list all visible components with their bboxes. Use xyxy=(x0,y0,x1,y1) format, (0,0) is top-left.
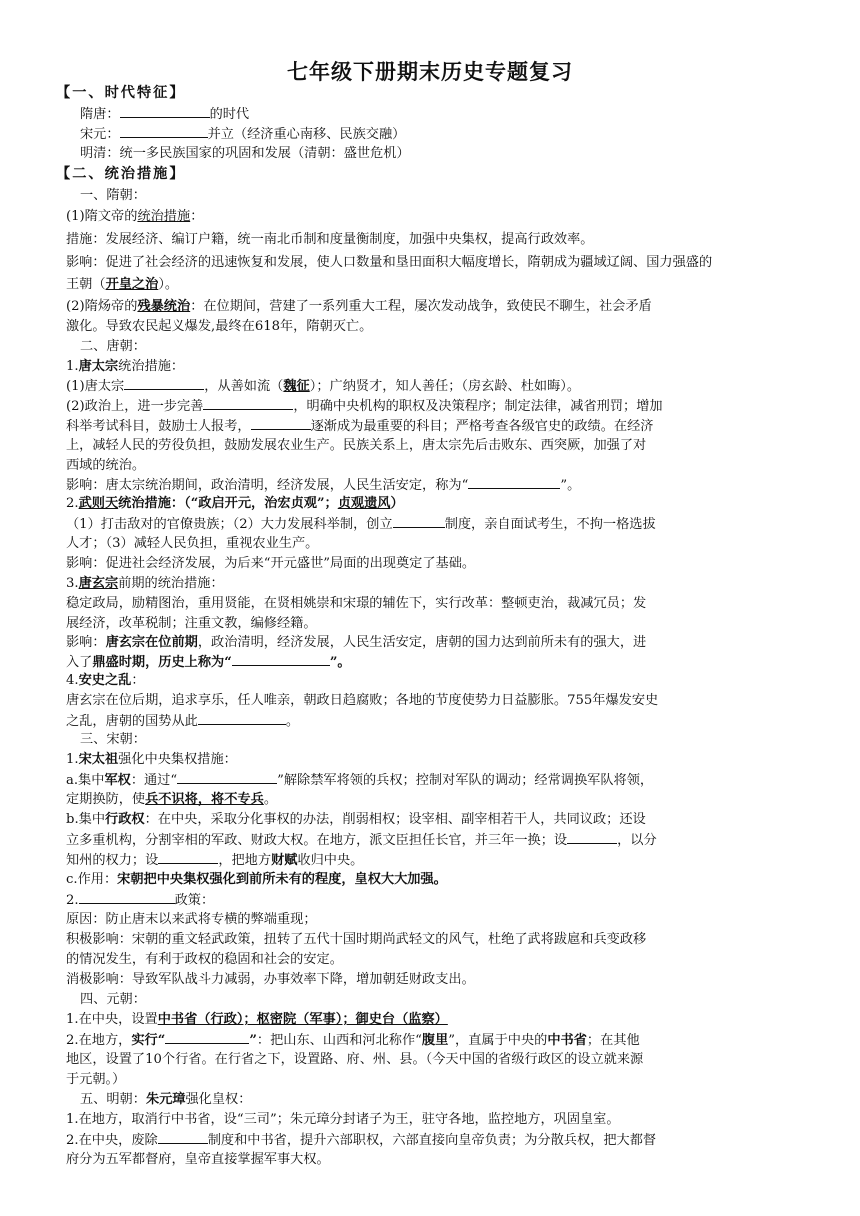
text: ，以分 xyxy=(617,833,657,848)
fill-blank[interactable] xyxy=(165,1031,249,1044)
yuan-line-3: 地区，设置了10个行省。在行省之下，设置路、府、州、县。（今天中国的省级行政区的设立就来源 xyxy=(66,1052,644,1067)
text: 腹里 xyxy=(421,1033,449,1048)
text: 唐玄宗 xyxy=(78,576,119,591)
text: 贞观遗风 xyxy=(337,496,391,511)
text: ”解除禁军将领的兵权；控制对军队的调动；经常调换军队将领， xyxy=(277,773,654,788)
text: 科举考试科目，鼓励士人报考， xyxy=(66,419,251,434)
text: 定期换防，使 xyxy=(66,792,146,807)
fill-blank[interactable] xyxy=(177,771,277,784)
tang-line-1 xyxy=(66,358,820,376)
text: 唐玄宗在位前期 xyxy=(105,635,198,650)
yuan-line-4: 于元朝。） xyxy=(66,1072,126,1087)
text: 隋唐： xyxy=(80,107,120,122)
text: 开皇之治 xyxy=(105,277,159,292)
text: 影响： xyxy=(66,635,106,650)
text: 并立（经济重心南移、民族交融） xyxy=(207,127,406,142)
text: 强化皇权： xyxy=(185,1092,252,1107)
fill-blank[interactable] xyxy=(567,831,617,844)
text: 的时代 xyxy=(209,107,250,122)
ming-line-2 xyxy=(66,1131,820,1150)
text: 。 xyxy=(263,792,277,807)
text: 强化中央集权措施： xyxy=(118,752,237,767)
fill-blank[interactable] xyxy=(158,1131,208,1144)
anshi-line-2: 唐玄宗在位后期，追求享乐，任人唯亲，朝政日趋腐败；各地的节度使势力日益膨胀。755年爆发安史 xyxy=(66,693,659,708)
text: 统治措施： xyxy=(118,359,185,374)
heading-text: 【二、统治措施】 xyxy=(56,166,186,182)
tang-line-6: 西域的统治。 xyxy=(66,458,146,473)
fill-blank[interactable] xyxy=(79,891,175,904)
text: 宋元： xyxy=(80,127,120,142)
text: a.集中 xyxy=(66,773,105,788)
subheading-song: 三、宋朝： xyxy=(80,732,146,747)
song-line-6 xyxy=(66,851,820,870)
anshi-line-1 xyxy=(66,672,820,690)
song-line-3 xyxy=(66,791,820,809)
song-line-12: 消极影响：导致军队战斗力减弱，办事效率下降，增加朝廷财政支出。 xyxy=(66,972,475,987)
text: 1. xyxy=(66,752,79,767)
text: (2)政治上，进一步完善 xyxy=(66,399,204,414)
heading-text: 【一、时代特征】 xyxy=(56,85,186,101)
section-heading-era-features xyxy=(56,84,820,102)
text: 逐渐成为最重要的科目；严格考查各级官史的政绩。在经济 xyxy=(310,419,654,434)
tang-line-7 xyxy=(66,476,820,495)
text: ：在位期间，营建了一系列重大工程，屡次发动战争，致使民不聊生，社会矛盾 xyxy=(190,299,652,314)
section-heading-governance xyxy=(56,165,820,183)
text: b.集中 xyxy=(66,812,106,827)
text: ）；广纳贤才，知人善任；（房玄龄、杜如晦）。 xyxy=(309,379,581,394)
tang-line-4 xyxy=(66,417,820,436)
text: 4. xyxy=(66,673,79,688)
text: 前期的统治措施： xyxy=(118,576,224,591)
sui-line-2: 措施：发展经济、编订户籍，统一南北币制和度量衡制度，加强中央集权，提高行政效率。 xyxy=(66,232,594,247)
text: 武则天 xyxy=(78,496,119,511)
text: ：通过“ xyxy=(130,773,178,788)
xuan-line-1 xyxy=(66,575,820,593)
text: ） xyxy=(390,496,404,511)
text: 残暴统治 xyxy=(137,299,191,314)
text: 2. xyxy=(66,496,79,511)
text: 2.在地方， xyxy=(66,1033,132,1048)
text: 知州的权力；设 xyxy=(66,853,159,868)
fill-blank[interactable] xyxy=(393,515,445,528)
text: ，从善如流（ xyxy=(204,379,284,394)
song-line-4 xyxy=(66,811,820,829)
fill-blank[interactable] xyxy=(468,476,560,489)
sui-line-6: 激化。导致农民起义爆发,最终在618年，隋朝灭亡。 xyxy=(66,319,373,334)
sui-line-1 xyxy=(66,208,820,226)
text: 统治措施：（ xyxy=(118,496,191,511)
song-line-5 xyxy=(66,831,820,850)
text: ： xyxy=(131,673,145,688)
xuan-line-3: 展经济，改革税制；注重文教，编修经籍。 xyxy=(66,616,317,631)
ming-line-1: 1.在地方，取消行中书省，设“三司”；朱元璋分封诸子为王，驻守各地，监控地方，巩固皇室。 xyxy=(66,1112,620,1127)
text: 统治措施 xyxy=(137,209,191,224)
text: （1）打击敌对的官僚贵族；（2）大力发展科举制，创立 xyxy=(66,517,393,532)
fill-blank[interactable] xyxy=(203,397,293,410)
subheading-ming xyxy=(80,1091,820,1109)
text: c.作用： xyxy=(66,872,118,887)
song-line-2 xyxy=(66,771,820,790)
text: 宋太祖 xyxy=(78,752,119,767)
sui-line-3: 影响：促进了社会经济的迅速恢复和发展，使人口数量和垦田面积大幅度增长，隋朝成为疆域辽阔、国力强盛的 xyxy=(66,255,713,270)
song-line-9: 原因：防止唐末以来武将专横的弊端重现； xyxy=(66,912,317,927)
text: 财赋 xyxy=(271,853,298,868)
text: 实行“ xyxy=(131,1033,166,1048)
fill-blank[interactable] xyxy=(158,851,218,864)
subheading-tang: 二、唐朝： xyxy=(80,339,146,354)
text: 中书省（行政）；枢密院（军事）；御史台（监察） xyxy=(157,1012,448,1027)
text: 军权 xyxy=(104,773,131,788)
text: ； xyxy=(324,496,338,511)
text: 兵不识将，将不专兵 xyxy=(145,792,264,807)
text: ，把地方 xyxy=(218,853,272,868)
text: 影响：唐太宗统治期间，政治清明，经济发展，人民生活安定，称为“ xyxy=(66,478,469,493)
text: 中书省 xyxy=(547,1033,587,1048)
line-ming-qing: 明清：统一多民族国家的巩固和发展（清朝：盛世危机） xyxy=(80,146,410,161)
text: 鼎盛时期 xyxy=(92,655,146,670)
text: 宋朝把中央集权强化到前所未有的程度，皇权大大加强。 xyxy=(117,872,447,887)
ming-line-3: 府分为五军都督府，皇帝直接掌握军事大权。 xyxy=(66,1152,330,1167)
text: (2)隋炀帝的 xyxy=(66,299,138,314)
text: 安史之乱 xyxy=(78,673,132,688)
text: 制度和中书省，提升六部职权，六部直接向皇帝负责；为分散兵权，把大都督 xyxy=(207,1133,657,1148)
text: 王朝（ xyxy=(66,277,106,292)
yuan-line-2 xyxy=(66,1031,820,1050)
song-line-10: 积极影响：宋朝的重文轻武政策，扭转了五代十国时期尚武轻文的风气，杜绝了武将跋扈和兵变政移 xyxy=(66,932,647,947)
xuan-line-2: 稳定政局，励精图治，重用贤能，在贤相姚崇和宋璟的辅佐下，实行改革：整顿吏治，裁减冗员；发 xyxy=(66,596,647,611)
wu-line-2 xyxy=(66,515,820,534)
line-sui-tang xyxy=(80,105,820,124)
subheading-yuan: 四、元朝： xyxy=(80,992,146,1007)
text: ，政治清明，经济发展，人民生活安定，唐朝的国力达到前所未有的强大，进 xyxy=(197,635,647,650)
song-line-7 xyxy=(66,871,820,889)
text: 政策： xyxy=(174,893,215,908)
anshi-line-3 xyxy=(66,712,820,731)
text: 五、明朝： xyxy=(80,1092,146,1107)
xuan-line-5 xyxy=(66,653,820,672)
text: ：在中央，采取分化事权的办法，削弱相权；设宰相、副宰相若干人，共同议政；还设 xyxy=(144,812,646,827)
wu-line-4: 影响：促进社会经济发展，为后来“开元盛世”局面的出现奠定了基础。 xyxy=(66,556,476,571)
tang-line-5: 上，减轻人民的劳役负担，鼓励发展农业生产。民族关系上，唐太宗先后击败东、西突厥，加强了对 xyxy=(66,438,647,453)
text: 行政权 xyxy=(105,812,145,827)
song-line-11: 的情况发生，有利于政权的稳固和社会的安定。 xyxy=(66,952,343,967)
tang-line-2 xyxy=(66,377,820,396)
fill-blank[interactable] xyxy=(198,712,286,725)
wu-line-1 xyxy=(66,495,820,513)
text: 收归中央。 xyxy=(297,853,364,868)
text: 朱元璋 xyxy=(145,1092,186,1107)
fill-blank[interactable] xyxy=(124,377,204,390)
text: ： xyxy=(190,209,204,224)
text: 魏征 xyxy=(283,379,310,394)
text: ”。 xyxy=(329,655,351,670)
line-song-yuan xyxy=(80,125,820,144)
fill-blank[interactable] xyxy=(120,125,208,138)
text: ，明确中央机构的职权及决策程序；制定法律，减省刑罚；增加 xyxy=(293,399,663,414)
fill-blank[interactable] xyxy=(251,417,311,430)
text: 唐太宗 xyxy=(78,359,119,374)
text: 入了 xyxy=(66,655,93,670)
fill-blank[interactable] xyxy=(120,105,210,118)
xuan-line-4 xyxy=(66,634,820,652)
text: 1. xyxy=(66,359,79,374)
text: 。 xyxy=(285,714,300,729)
fill-blank[interactable] xyxy=(232,653,330,666)
text: 制度，亲自面试考生，不拘一格选拔 xyxy=(444,517,656,532)
subheading-sui: 一、隋朝： xyxy=(80,188,146,203)
sui-line-4 xyxy=(66,276,820,294)
text: 立多重机构，分割宰相的军政、财政大权。在地方，派文臣担任长官，并三年一换；设 xyxy=(66,833,568,848)
wu-line-3: 人才；（3）减轻人民负担，重视农业生产。 xyxy=(66,536,319,551)
text: ；在其他 xyxy=(586,1033,640,1048)
text: (1)唐太宗 xyxy=(66,379,125,394)
yuan-line-1 xyxy=(66,1011,820,1029)
page-title: 七年级下册期末历史专题复习 xyxy=(287,59,573,84)
text: ）。 xyxy=(158,277,179,292)
text: 1.在中央，设置 xyxy=(66,1012,158,1027)
text: (1)隋文帝的 xyxy=(66,209,138,224)
text: ：把山东、山西和河北称作“ xyxy=(256,1033,422,1048)
text: ”。 xyxy=(560,478,581,493)
text: 之乱，唐朝的国势从此 xyxy=(66,714,198,729)
text: ” xyxy=(249,1033,257,1048)
text: ”，直属于中央的 xyxy=(448,1033,548,1048)
sui-line-5 xyxy=(66,298,820,316)
song-line-8 xyxy=(66,891,820,910)
text: 2.在中央，废除 xyxy=(66,1133,158,1148)
text: 2. xyxy=(66,893,79,908)
tang-line-3 xyxy=(66,397,820,416)
text: “政启开元，治宏贞观” xyxy=(190,496,325,511)
text: 3. xyxy=(66,576,79,591)
text: ，历史上称为“ xyxy=(145,655,232,670)
song-line-1 xyxy=(66,751,820,769)
